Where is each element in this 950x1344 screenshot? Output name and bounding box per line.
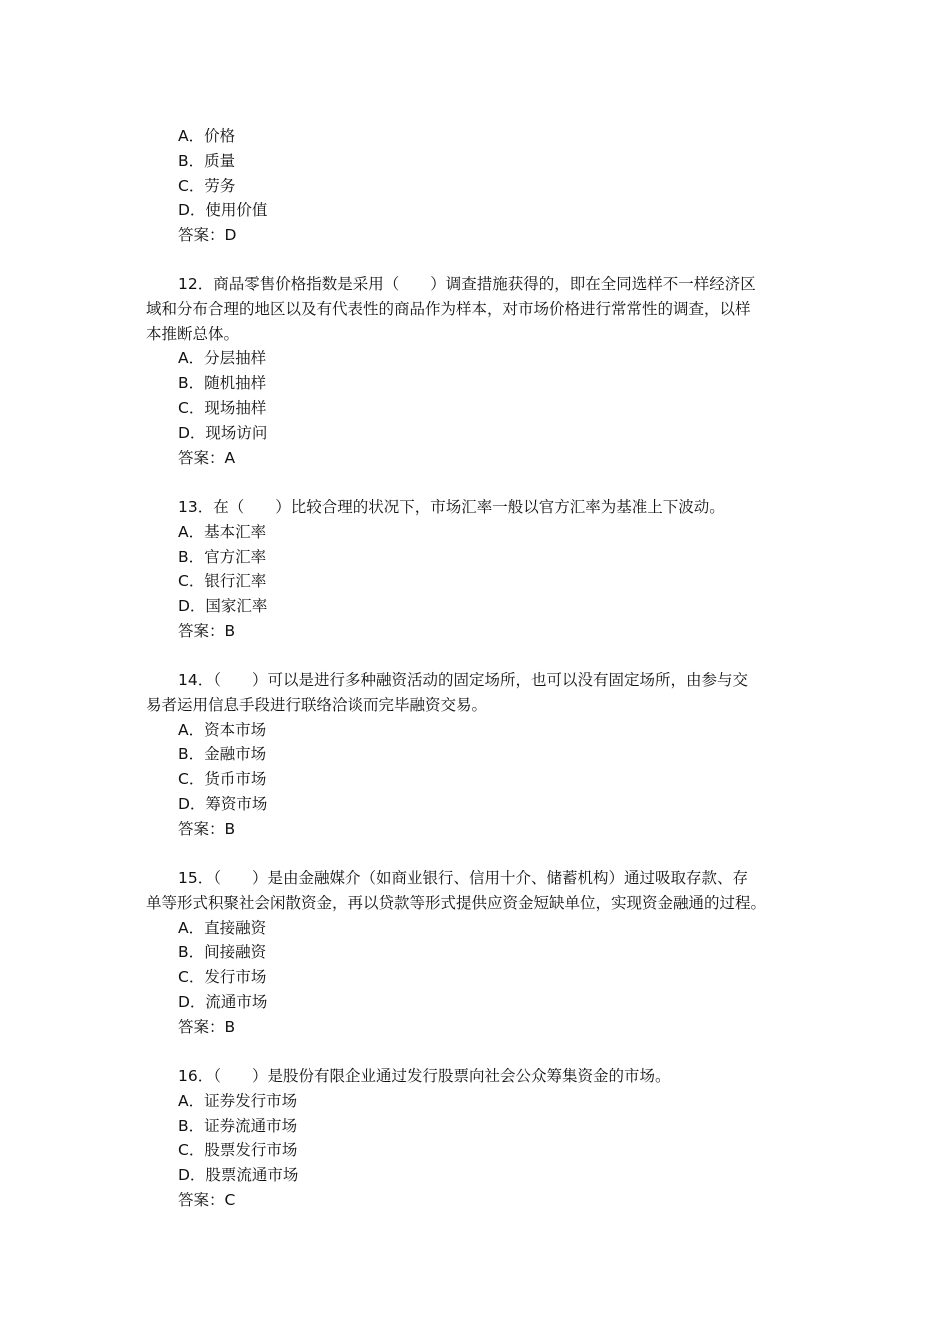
- prev-question-tail: [146, 124, 816, 248]
- answer: 答案：B: [178, 621, 236, 640]
- question-text-line: 域和分布合理的地区以及有代表性的商品作为样本，对市场价格进行常常性的调查，以样: [146, 299, 751, 318]
- question-text-line: 15．（ ）是由金融媒介（如商业银行、信用十介、储蓄机构）通过吸取存款、存: [178, 869, 748, 887]
- option-b: B．质量: [178, 151, 236, 170]
- answer: 答案：B: [178, 1017, 236, 1036]
- option-d: D．现场访问: [178, 423, 268, 442]
- option-c: C．现场抽样: [178, 398, 267, 417]
- option-a: A．直接融资: [178, 918, 267, 937]
- answer: 答案：B: [178, 819, 236, 838]
- option-c: C．货币市场: [178, 770, 267, 789]
- answer: 答案：C: [178, 1190, 236, 1209]
- question-12: [146, 272, 816, 470]
- option-d: D．筹资市场: [178, 794, 268, 813]
- option-b: B．金融市场: [178, 745, 267, 764]
- question-14: [146, 668, 816, 842]
- question-16: [146, 1064, 816, 1213]
- option-d: D．国家汇率: [178, 597, 268, 616]
- option-a: A．资本市场: [178, 720, 267, 739]
- option-c: C．银行汇率: [178, 572, 267, 591]
- question-text-line: 16．（ ）是股份有限企业通过发行股票向社会公众筹集资金的市场。: [178, 1067, 671, 1085]
- question-text-line: 12．商品零售价格指数是采用（ ）调查措施获得的，即在全同选样不一样经济区: [178, 275, 756, 293]
- answer: 答案：A: [178, 448, 236, 467]
- question-13: [146, 495, 816, 644]
- option-b: B．间接融资: [178, 943, 267, 962]
- option-a: A．证券发行市场: [178, 1091, 298, 1110]
- question-text-line: 13．在（ ）比较合理的状况下，市场汇率一般以官方汇率为基准上下波动。: [178, 498, 725, 516]
- question-text-line: 本推断总体。: [146, 324, 240, 343]
- option-d: D．流通市场: [178, 992, 268, 1011]
- question-text-line: 14．（ ）可以是进行多种融资活动的固定场所，也可以没有固定场所，由参与交: [178, 671, 748, 689]
- answer: 答案：D: [178, 226, 237, 245]
- option-c: C．劳务: [178, 176, 236, 195]
- question-text-line: 易者运用信息手段进行联络洽谈而完毕融资交易。: [146, 695, 488, 714]
- question-15: [146, 866, 816, 1040]
- option-c: C．发行市场: [178, 968, 267, 987]
- option-a: A．基本汇率: [178, 522, 267, 541]
- option-c: C．股票发行市场: [178, 1141, 298, 1160]
- option-b: B．随机抽样: [178, 374, 267, 393]
- option-a: A．价格: [178, 127, 236, 145]
- option-b: B．官方汇率: [178, 547, 267, 566]
- option-a: A．分层抽样: [178, 349, 267, 368]
- question-text-line: 单等形式积聚社会闲散资金，再以贷款等形式提供应资金短缺单位，实现资金融通的过程。: [146, 893, 767, 912]
- option-d: D．股票流通市场: [178, 1166, 299, 1185]
- option-b: B．证券流通市场: [178, 1116, 298, 1135]
- option-d: D．使用价值: [178, 201, 268, 220]
